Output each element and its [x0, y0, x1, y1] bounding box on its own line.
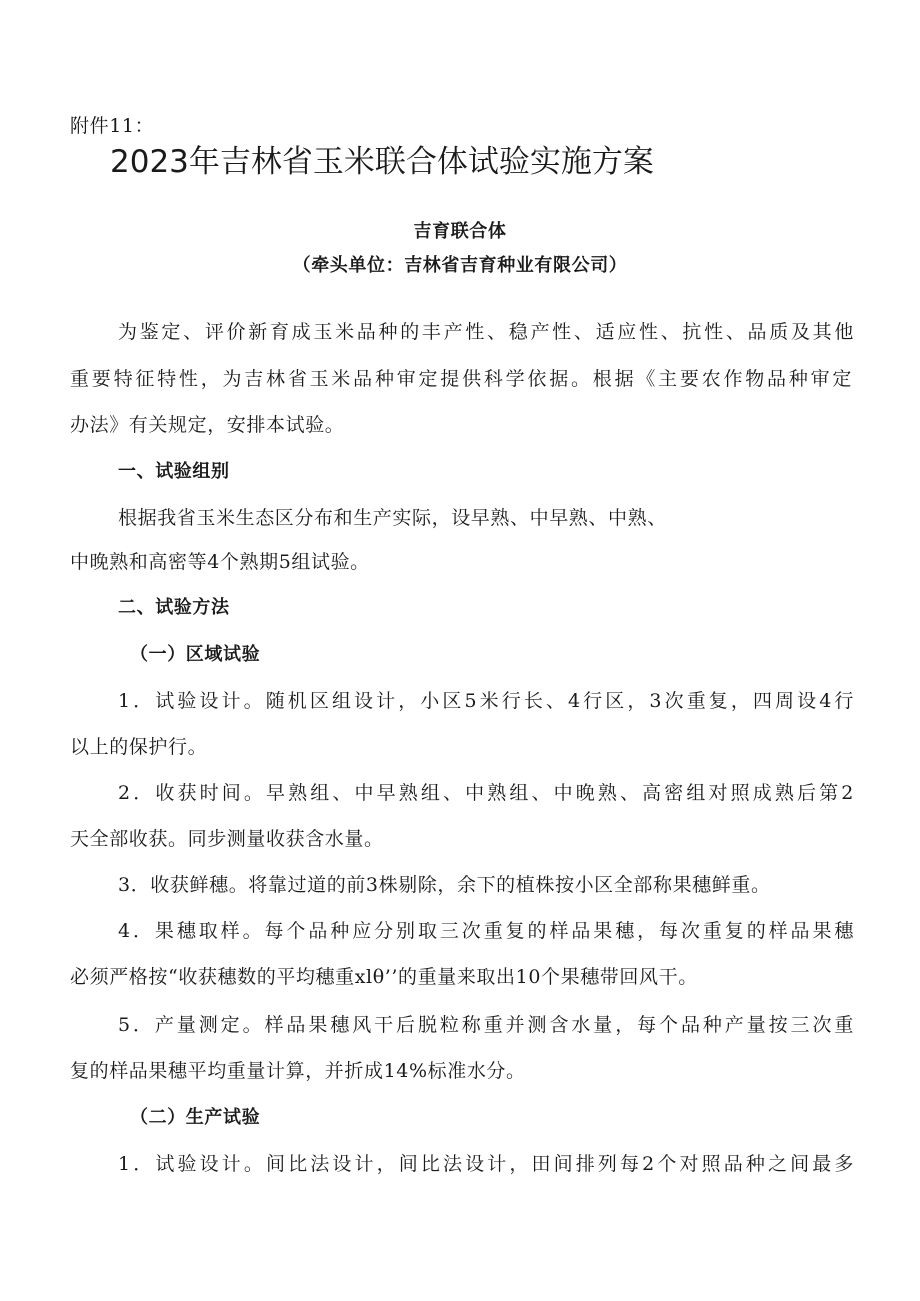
section-heading-methods: 二、试验方法	[118, 597, 230, 618]
subsection-heading-production-trial: （二）生产试验	[130, 1107, 261, 1128]
intro-line-2: 重要特征特性，为吉林省玉米品种审定提供科学依据。根据《主要农作物品种审定	[70, 368, 852, 390]
groups-line-1: 根据我省玉米生态区分布和生产实际，设早熟、中早熟、中熟、	[118, 507, 667, 529]
production-item-1-line-1: 1．试验设计。间比法设计，间比法设计，田间排列每2个对照品种之间最多	[118, 1153, 854, 1175]
regional-item-4-line-1: 4．果穗取样。每个品种应分别取三次重复的样品果穗，每次重复的样品果穗	[118, 920, 854, 942]
regional-item-4-line-2: 必须严格按“收获穗数的平均穗重xlθ’’的重量来取出10个果穗带回风干。	[70, 966, 698, 988]
regional-item-5-line-2: 复的样品果穗平均重量计算，并折成14%标准水分。	[70, 1060, 526, 1082]
regional-item-2-line-2: 天全部收获。同步测量收获含水量。	[70, 828, 384, 850]
attachment-label: 附件11：	[70, 115, 155, 137]
regional-item-1-line-2: 以上的保护行。	[70, 736, 208, 758]
consortium-name: 吉育联合体	[413, 221, 507, 242]
document-title: 2023年吉林省玉米联合体试验实施方案	[110, 144, 654, 180]
subsection-heading-regional-trial: （一）区域试验	[130, 644, 261, 665]
regional-item-5-line-1: 5．产量测定。样品果穗风干后脱粒称重并测含水量，每个品种产量按三次重	[118, 1014, 854, 1036]
regional-item-3-line-1: 3．收获鲜穗。将靠过道的前3株剔除，余下的植株按小区全部称果穗鲜重。	[118, 874, 771, 896]
intro-line-3: 办法》有关规定，安排本试验。	[70, 414, 345, 436]
regional-item-2-line-1: 2．收获时间。早熟组、中早熟组、中熟组、中晚熟、高密组对照成熟后第2	[118, 782, 854, 804]
regional-item-1-line-1: 1．试验设计。随机区组设计，小区5米行长、4行区，3次重复，四周设4行	[118, 690, 854, 712]
groups-line-2: 中晚熟和高密等4个熟期5组试验。	[70, 551, 370, 573]
lead-unit: （牵头单位：吉林省吉育种业有限公司）	[292, 255, 628, 276]
section-heading-groups: 一、试验组别	[118, 461, 230, 482]
intro-line-1: 为鉴定、评价新育成玉米品种的丰产性、稳产性、适应性、抗性、品质及其他	[118, 321, 854, 343]
